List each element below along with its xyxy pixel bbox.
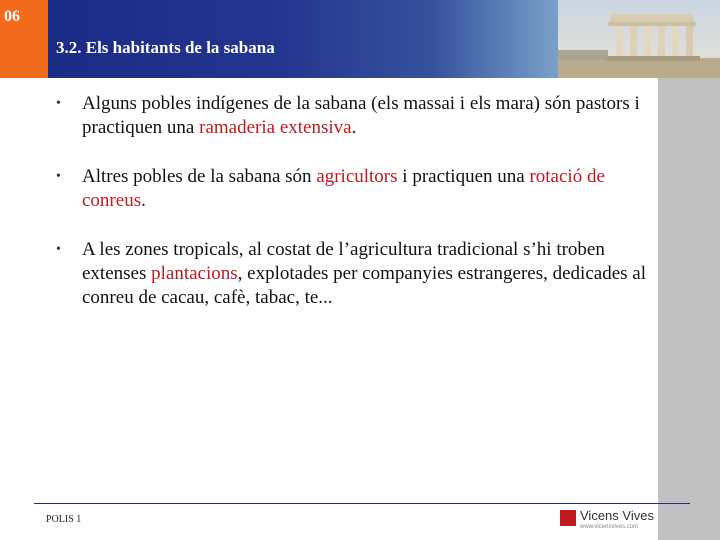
temple-photo-image	[558, 0, 720, 78]
side-strip	[658, 78, 720, 540]
slide-title: 3.2. Els habitants de la sabana	[56, 38, 275, 57]
bullet-text: .	[351, 117, 357, 138]
bullet-text: Alguns pobles indígenes de la sabana (els massai i els mara) són pastors i practiquen una	[82, 93, 640, 138]
chapter-number: 06	[4, 8, 20, 25]
bullet-text: , explotades per companyies estrangeres, dedicades al conreu de cacau, cafè, tabac, te...	[82, 263, 646, 308]
bullet-text: .	[141, 190, 146, 211]
logo-subtext: www.vicensvives.com	[580, 524, 639, 530]
footer-divider	[34, 503, 690, 504]
chapter-badge	[0, 0, 48, 78]
bullet-list	[56, 92, 646, 335]
logo-mark-icon	[560, 510, 576, 526]
highlighted-term: plantacions	[151, 263, 238, 284]
bullet-text: Altres pobles de la sabana són	[82, 166, 317, 187]
bullet-dot-icon: •	[56, 169, 61, 184]
bullet-item	[56, 165, 646, 213]
highlighted-term: agricultors	[316, 166, 398, 187]
bullet-text: A les zones tropicals, al costat de l’agricultura tradicional s’hi troben extenses	[82, 239, 605, 284]
bullet-dot-icon: •	[56, 96, 61, 111]
header-photo	[558, 0, 720, 78]
bullet-item	[56, 238, 646, 310]
bullet-dot-icon: •	[56, 242, 61, 257]
bullet-item	[56, 92, 646, 140]
footer-label: POLIS 1	[46, 514, 82, 525]
bullet-text: i practiquen una	[397, 166, 530, 187]
highlighted-term: rotació de conreus	[82, 166, 605, 211]
logo-text: Vicens Vives	[580, 508, 654, 523]
highlighted-term: ramaderia extensiva	[199, 117, 352, 138]
publisher-logo	[560, 508, 656, 534]
